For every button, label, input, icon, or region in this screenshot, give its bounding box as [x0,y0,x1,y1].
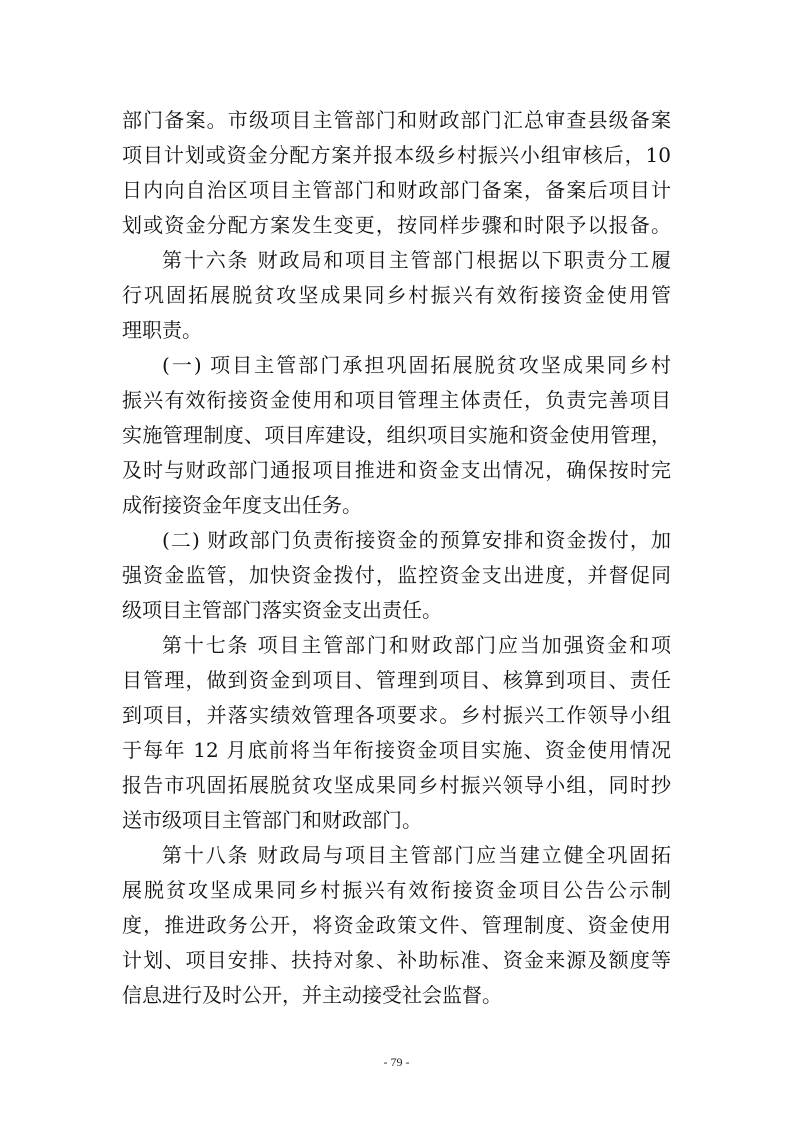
text-line: 强资金监管，加快资金拨付，监控资金支出进度，并督促同 [122,563,671,587]
text-line: 实施管理制度、项目库建设，组织项目实施和资金使用管理， [122,423,671,447]
text-line: 报告市巩固拓展脱贫攻坚成果同乡村振兴领导小组，同时抄 [122,773,671,797]
text-line: 于每年 12 月底前将当年衔接资金项目实施、资金使用情况 [122,738,671,762]
text-line: 行巩固拓展脱贫攻坚成果同乡村振兴有效衔接资金使用管 [122,283,671,307]
text-line: (一) 项目主管部门承担巩固拓展脱贫攻坚成果同乡村 [162,353,671,377]
text-line: 送市级项目主管部门和财政部门。 [122,808,422,832]
text-line: 划或资金分配方案发生变更，按同样步骤和时限予以报备。 [122,213,671,237]
text-line: 第十七条 项目主管部门和财政部门应当加强资金和项 [162,633,671,657]
text-line: 项目计划或资金分配方案并报本级乡村振兴小组审核后，10 [122,143,671,167]
text-line: 理职责。 [122,318,202,342]
document-body [122,103,671,1013]
text-line: 成衔接资金年度支出任务。 [122,493,362,517]
text-line: (二) 财政部门负责衔接资金的预算安排和资金拨付，加 [162,528,671,552]
text-line: 日内向自治区项目主管部门和财政部门备案，备案后项目计 [122,178,671,202]
text-line: 信息进行及时公开，并主动接受社会监督。 [122,983,502,1007]
text-line: 振兴有效衔接资金使用和项目管理主体责任，负责完善项目 [122,388,671,412]
text-line: 展脱贫攻坚成果同乡村振兴有效衔接资金项目公告公示制 [122,878,671,902]
text-line: 及时与财政部门通报项目推进和资金支出情况，确保按时完 [122,458,671,482]
page-number: - 79 - [383,1055,410,1069]
text-line: 第十八条 财政局与项目主管部门应当建立健全巩固拓 [162,843,671,867]
text-line: 度，推进政务公开，将资金政策文件、管理制度、资金使用 [122,913,671,937]
text-line: 级项目主管部门落实资金支出责任。 [122,598,442,622]
text-line: 计划、项目安排、扶持对象、补助标准、资金来源及额度等 [122,948,671,972]
text-line: 目管理，做到资金到项目、管理到项目、核算到项目、责任 [122,668,671,692]
text-line: 到项目，并落实绩效管理各项要求。乡村振兴工作领导小组 [122,703,671,727]
text-line: 第十六条 财政局和项目主管部门根据以下职责分工履 [162,248,671,272]
text-line: 部门备案。市级项目主管部门和财政部门汇总审查县级备案 [122,108,671,132]
